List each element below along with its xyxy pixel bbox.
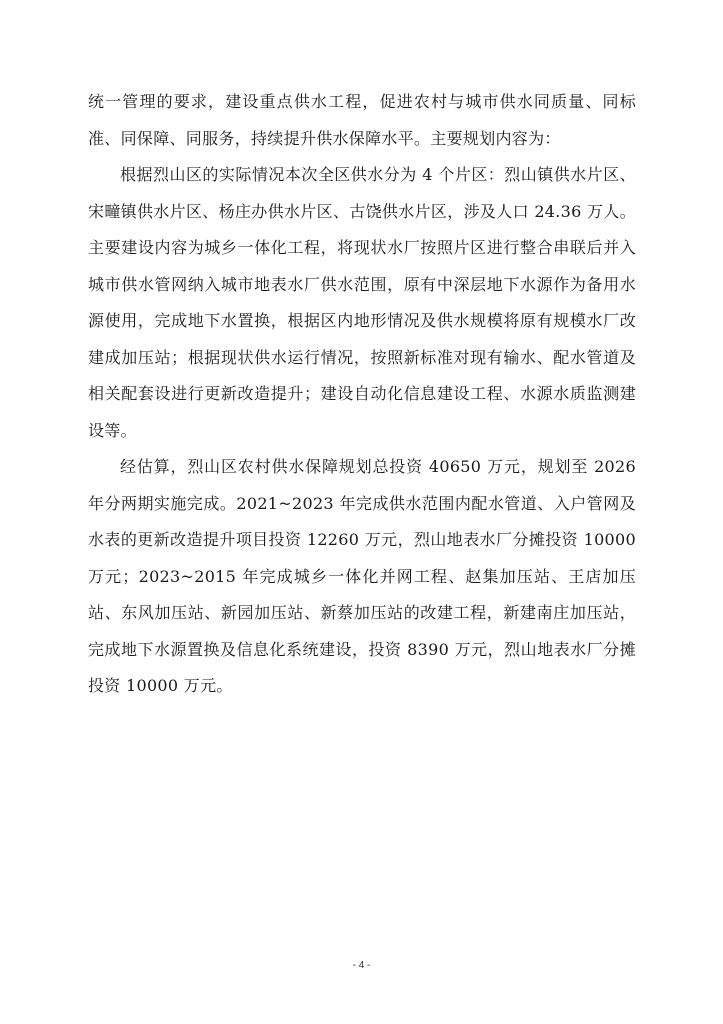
- paragraph-continuation: 统一管理的要求，建设重点供水工程，促进农村与城市供水同质量、同标准、同保障、同服务，持续提升供水保障水平。主要规划内容为：: [88, 92, 636, 148]
- body-text: [88, 84, 636, 705]
- paragraph-service-zones: 根据烈山区的实际情况本次全区供水分为 4 个片区：烈山镇供水片区、宋疃镇供水片区、杨庄办供水片区、古饶供水片区，涉及人口 24.36 万人。主要建设内容为城乡一体化工程，将现状水厂按照片区进行整合串联后并入城市供水管网纳入城市地表水厂供水范围，原有中深层地下水源作为备用水源使用，完成地下水置换，根据区内地形情况及供水规模将原有规模水厂改建成加压站；根据现状供水运行情况，按照新标准对现有输水、配水管道及相关配套设进行更新改造提升；建设自动化信息建设工程、水源水质监测建设等。: [88, 165, 636, 440]
- page-number: - 4 -: [352, 960, 371, 971]
- paragraph-investment: 经估算，烈山区农村供水保障规划总投资 40650 万元，规划至 2026 年分两期实施完成。2021~2023 年完成供水范围内配水管道、入户管网及水表的更新改造提升项目投资 12260 万元，烈山地表水厂分摊投资 10000 万元；2023~2015 年完成城乡一体化并网工程、赵集加压站、王店加压站、东风加压站、新园加压站、新蔡加压站的改建工程，新建南庄加压站，完成地下水源置换及信息化系统建设，投资 8390 万元，烈山地表水厂分摊投资 10000 万元。: [88, 457, 636, 695]
